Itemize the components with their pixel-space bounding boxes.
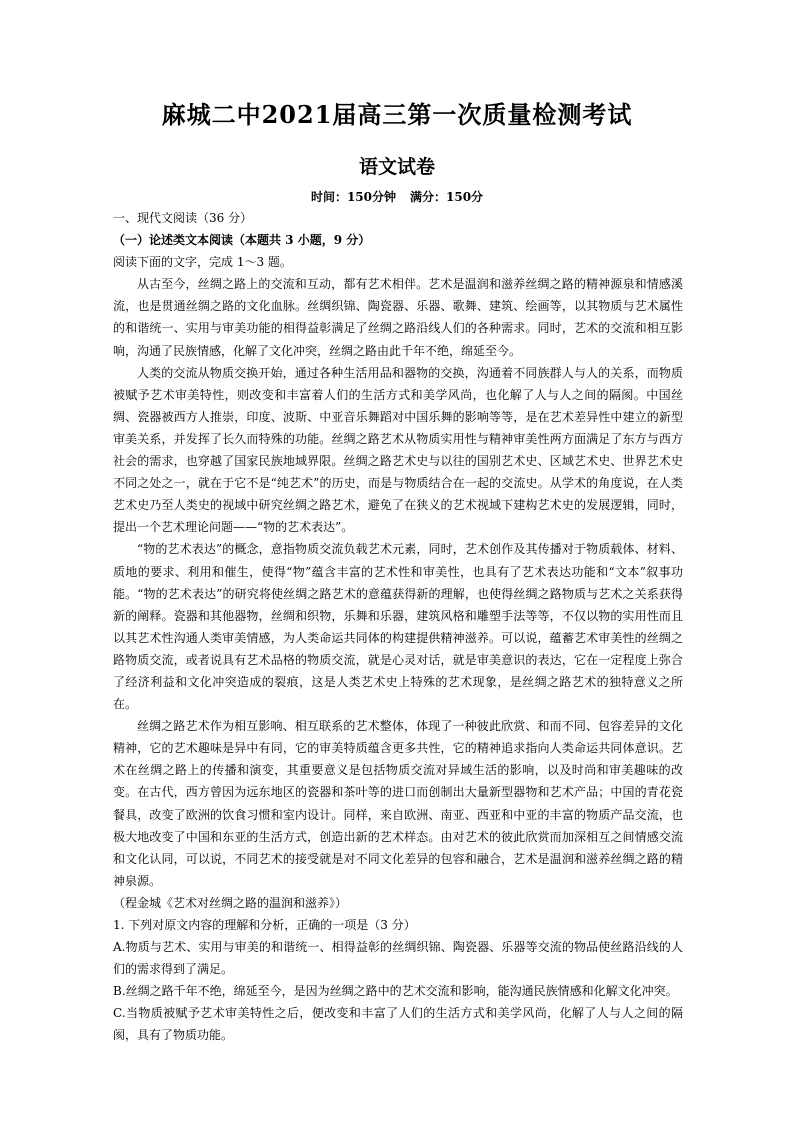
exam-body [113,207,683,1047]
section-instruction: 阅读下面的文字，完成 1～3 题。 [113,255,292,270]
article-paragraph-1: 从古至今，丝绸之路上的交流和互动，都有艺术相伴。艺术是温润和滋养丝绸之路的精神源泉和情感溪流，也是贯通丝绸之路的文化血脉。丝绸织锦、陶瓷器、乐器、歌舞、建筑、绘画等，以其物质与艺术属性的和谐统一、实用与审美功能的相得益彰满足了丝绸之路沿线人们的各种需求。同时，艺术的交流和相互影响，沟通了民族情感，化解了文化冲突，丝绸之路由此千年不绝，绵延至今。 [113,277,683,358]
section-subheading: （一）论述类文本阅读（本题共 3 小题，9 分） [113,233,371,248]
article-paragraph-3: “物的艺术表达”的概念，意指物质交流负载艺术元素，同时，艺术创作及其传播对于物质载体、材料、质地的要求、利用和催生，使得“物”蕴含丰富的艺术性和审美性，也具有了艺术表达功能和“文本”叙事功能。“物的艺术表达”的研究将使丝绸之路艺术的意蕴获得新的理解，也使得丝绸之路物质与艺术之关系获得新的阐释。瓷器和其他器物，丝绸和织物，乐舞和乐器，建筑风格和雕塑手法等等，不仅以物的实用性而且以其艺术性沟通人类审美情感，为人类命运共同体的构建提供精神滋养。可以说，蕴蓄艺术审美性的丝绸之路物质交流，或者说具有艺术品格的物质交流，就是心灵对话，就是审美意识的表达，它在一定程度上弥合了经济利益和文化冲突造成的裂痕，这是人类艺术史上特殊的艺术现象，是丝绸之路艺术的独特意义之所在。 [113,542,683,712]
article-source: （程金城《艺术对丝绸之路的温润和滋养》） [113,895,348,910]
exam-title: 麻城二中2021届高三第一次质量检测考试 [161,100,633,129]
section-heading: 一、现代文阅读（36 分） [113,211,253,225]
question-option-c: C.当物质被赋予艺术审美特性之后，便改变和丰富了人们的生活方式和美学风尚，化解了人与人之间的隔阂，具有了物质功能。 [113,1006,683,1043]
article-paragraph-4: 丝绸之路艺术作为相互影响、相互联系的艺术整体，体现了一种彼此欣赏、和而不同、包容差异的文化精神，它的艺术趣味是异中有同，它的审美特质蕴含更多共性，它的精神追求指向人类命运共同体意识。艺术在丝绸之路上的传播和演变，其重要意义是包括物质交流对异域生活的影响，以及时尚和审美趣味的改变。在古代，西方曾因为远东地区的瓷器和茶叶等的进口而创制出大量新型器物和艺术产品；中国的青花瓷餐具，改变了欧洲的饮食习惯和室内设计。同样，来自欧洲、南亚、西亚和中亚的丰富的物质产品交流，也极大地改变了中国和东亚的生活方式，创造出新的艺术样态。由对艺术的彼此欣赏而加深相互之间情感交流和文化认同，可以说，不同艺术的接受就是对不同文化差异的包容和融合，艺术是温润和滋养丝绸之路的精神泉源。 [113,719,683,888]
article-paragraph-2: 人类的交流从物质交换开始，通过各种生活用品和器物的交换，沟通着不同族群人与人的关系，而物质被赋予艺术审美特性，则改变和丰富着人们的生活方式和美学风尚，也化解了人与人之间的隔阂。中国丝绸、瓷器被西方人推崇，印度、波斯、中亚音乐舞蹈对中国乐舞的影响等等，是在艺术差异性中建立的新型审美关系，并发挥了长久而特殊的功能。丝绸之路艺术从物质实用性与精神审美性两方面满足了东方与西方社会的需求，也穿越了国家民族地域界限。丝绸之路艺术史与以往的国别艺术史、区域艺术史、世界艺术史不同之处之一，就在于它不是“纯艺术”的历史，而是与物质结合在一起的交流史。从学术的角度说，在人类艺术史乃至人类史的视域中研究丝绸之路艺术，避免了在狭义的艺术视域下建构艺术史的发展逻辑，同时，提出一个艺术理论问题——“物的艺术表达”。 [113,365,683,535]
exam-time: 时间：150分钟 [310,190,396,204]
exam-score: 满分：150分 [410,190,484,204]
exam-meta [0,188,794,205]
question-option-a: A.物质与艺术、实用与审美的和谐统一、相得益彰的丝绸织锦、陶瓷器、乐器等交流的物品使丝路沿线的人们的需求得到了满足。 [113,940,683,977]
question-option-b: B.丝绸之路千年不绝，绵延至今，是因为丝绸之路中的艺术交流和影响，能沟通民族情感和化解文化冲突。 [113,984,678,999]
exam-subtitle: 语文试卷 [358,156,435,178]
question-stem: 1. 下列对原文内容的理解和分析，正确的一项是（3 分） [113,918,416,932]
